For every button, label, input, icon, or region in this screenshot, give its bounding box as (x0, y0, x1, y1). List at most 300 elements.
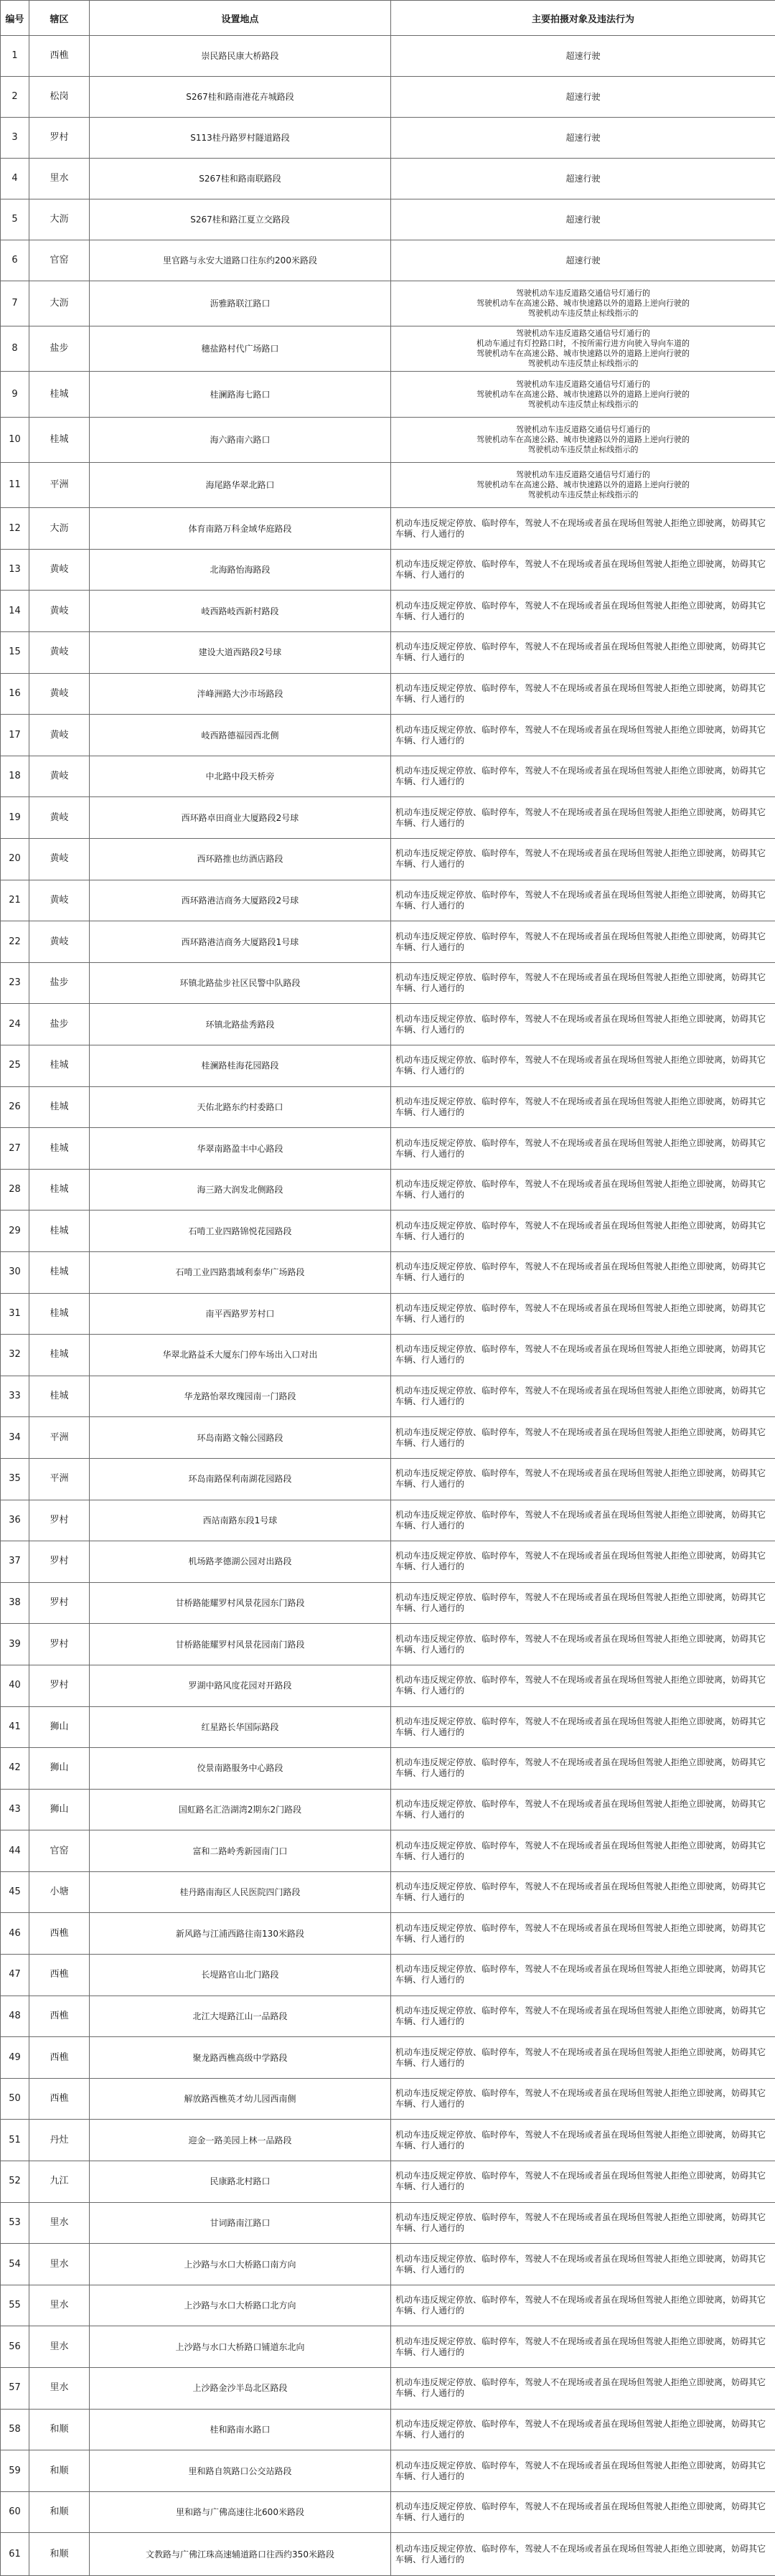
row-location-cell: 富和二路岭秀新园南门口 (90, 1830, 391, 1872)
table-row (1, 1335, 775, 1376)
table-row (1, 1251, 775, 1293)
row-location-cell: S267桂和路江夏立交路段 (90, 199, 391, 240)
row-location-cell: 聚龙路西樵高级中学路段 (90, 2037, 391, 2079)
row-district-cell: 和顺 (29, 2409, 90, 2450)
row-location-cell: 上沙路金沙半岛北区路段 (90, 2368, 391, 2410)
table-row (1, 1624, 775, 1665)
table-row (1, 632, 775, 674)
row-location-cell: 华翠北路益禾大厦东门停车场出入口对出 (90, 1335, 391, 1376)
row-location-cell: 天佑北路东约村委路口 (90, 1086, 391, 1128)
row-id-cell: 8 (1, 326, 29, 372)
row-location-cell: 桂澜路桂海花园路段 (90, 1045, 391, 1087)
row-id-cell: 44 (1, 1830, 29, 1872)
row-id-cell: 4 (1, 158, 29, 199)
row-district-cell: 丹灶 (29, 2120, 90, 2161)
row-district-cell: 官窑 (29, 240, 90, 281)
row-location-cell: 华龙路怡翠玫瑰园南一门路段 (90, 1376, 391, 1417)
row-district-cell: 西樵 (29, 2078, 90, 2120)
row-district-cell: 黄岐 (29, 673, 90, 715)
row-violation-cell: 机动车违反规定停放、临时停车，驾驶人不在现场或者虽在现场但驾驶人拒绝立即驶离，妨碍其它车辆、行人通行的 (391, 1748, 775, 1790)
row-id-cell: 52 (1, 2161, 29, 2203)
row-violation-cell: 机动车违反规定停放、临时停车，驾驶人不在现场或者虽在现场但驾驶人拒绝立即驶离，妨碍其它车辆、行人通行的 (391, 1128, 775, 1170)
header-violation: 主要拍摄对象及违法行为 (391, 1, 775, 36)
row-violation-cell: 机动车违反规定停放、临时停车，驾驶人不在现场或者虽在现场但驾驶人拒绝立即驶离，妨碍其它车辆、行人通行的 (391, 1830, 775, 1872)
row-id-cell: 12 (1, 508, 29, 550)
row-violation-cell: 机动车违反规定停放、临时停车，驾驶人不在现场或者虽在现场但驾驶人拒绝立即驶离，妨碍其它车辆、行人通行的 (391, 1955, 775, 1996)
header-district: 辖区 (29, 1, 90, 36)
row-violation-cell: 超速行驶 (391, 240, 775, 281)
row-violation-cell: 机动车违反规定停放、临时停车，驾驶人不在现场或者虽在现场但驾驶人拒绝立即驶离，妨碍其它车辆、行人通行的 (391, 921, 775, 963)
row-id-cell: 18 (1, 756, 29, 797)
row-id-cell: 23 (1, 962, 29, 1004)
row-violation-cell: 机动车违反规定停放、临时停车，驾驶人不在现场或者虽在现场但驾驶人拒绝立即驶离，妨碍其它车辆、行人通行的 (391, 632, 775, 674)
row-id-cell: 9 (1, 372, 29, 417)
row-district-cell: 罗村 (29, 1541, 90, 1583)
table-row (1, 1211, 775, 1252)
row-violation-cell: 机动车违反规定停放、临时停车，驾驶人不在现场或者虽在现场但驾驶人拒绝立即驶离，妨碍其它车辆、行人通行的 (391, 1211, 775, 1252)
row-id-cell: 27 (1, 1128, 29, 1170)
row-violation-cell: 机动车违反规定停放、临时停车，驾驶人不在现场或者虽在现场但驾驶人拒绝立即驶离，妨碍其它车辆、行人通行的 (391, 1789, 775, 1830)
row-violation-cell: 机动车违反规定停放、临时停车，驾驶人不在现场或者虽在现场但驾驶人拒绝立即驶离，妨碍其它车辆、行人通行的 (391, 1169, 775, 1211)
table-row (1, 549, 775, 591)
row-district-cell: 西樵 (29, 1913, 90, 1955)
row-id-cell: 32 (1, 1335, 29, 1376)
row-location-cell: 北江大堤路江山一品路段 (90, 1996, 391, 2037)
table-row (1, 1582, 775, 1624)
row-id-cell: 56 (1, 2326, 29, 2368)
row-violation-cell: 机动车违反规定停放、临时停车，驾驶人不在现场或者虽在现场但驾驶人拒绝立即驶离，妨碍其它车辆、行人通行的 (391, 2244, 775, 2285)
row-location-cell: 西环路卓田商业大厦路段2号球 (90, 797, 391, 839)
row-id-cell: 26 (1, 1086, 29, 1128)
row-id-cell: 16 (1, 673, 29, 715)
row-violation-cell: 机动车违反规定停放、临时停车，驾驶人不在现场或者虽在现场但驾驶人拒绝立即驶离，妨碍其它车辆、行人通行的 (391, 2409, 775, 2450)
row-id-cell: 20 (1, 839, 29, 880)
row-district-cell: 黄岐 (29, 756, 90, 797)
row-district-cell: 黄岐 (29, 549, 90, 591)
row-district-cell: 九江 (29, 2161, 90, 2203)
row-location-cell: S267桂和路南联路段 (90, 158, 391, 199)
table-row (1, 1871, 775, 1913)
row-location-cell: 沥雅路联江路口 (90, 281, 391, 326)
row-location-cell: 国虹路名汇浩湖湾2期东2门路段 (90, 1789, 391, 1830)
table-row (1, 372, 775, 417)
table-row (1, 281, 775, 326)
table-row (1, 1748, 775, 1790)
table-row (1, 158, 775, 199)
row-id-cell: 10 (1, 417, 29, 462)
row-district-cell: 里水 (29, 2285, 90, 2326)
row-location-cell: S267桂和路南港花卉城路段 (90, 76, 391, 117)
table-row (1, 1706, 775, 1748)
row-violation-cell: 机动车违反规定停放、临时停车，驾驶人不在现场或者虽在现场但驾驶人拒绝立即驶离，妨碍其它车辆、行人通行的 (391, 2078, 775, 2120)
row-district-cell: 桂城 (29, 1169, 90, 1211)
row-violation-cell: 驾驶机动车违反道路交通信号灯通行的 驾驶机动车在高速公路、城市快速路以外的道路上逆向行驶的 驾驶机动车违反禁止标线指示的 (391, 417, 775, 462)
row-location-cell: 甘桥路能耀罗村风景花园南门路段 (90, 1624, 391, 1665)
row-district-cell: 黄岐 (29, 880, 90, 921)
table-row (1, 326, 775, 372)
row-location-cell: 上沙路与水口大桥路口南方向 (90, 2244, 391, 2285)
row-district-cell: 黄岐 (29, 921, 90, 963)
row-id-cell: 38 (1, 1582, 29, 1624)
row-location-cell: 岐西路岐西新村路段 (90, 591, 391, 632)
row-district-cell: 大沥 (29, 281, 90, 326)
row-district-cell: 平洲 (29, 1458, 90, 1500)
table-row (1, 2285, 775, 2326)
row-id-cell: 48 (1, 1996, 29, 2037)
row-violation-cell: 超速行驶 (391, 76, 775, 117)
row-violation-cell: 机动车违反规定停放、临时停车，驾驶人不在现场或者虽在现场但驾驶人拒绝立即驶离，妨碍其它车辆、行人通行的 (391, 1624, 775, 1665)
table-row (1, 1086, 775, 1128)
table-row (1, 921, 775, 963)
row-district-cell: 小塘 (29, 1871, 90, 1913)
row-id-cell: 43 (1, 1789, 29, 1830)
table-row (1, 962, 775, 1004)
row-district-cell: 桂城 (29, 1293, 90, 1335)
row-location-cell: 桂丹路南海区人民医院四门路段 (90, 1871, 391, 1913)
row-location-cell: 里和路自筑路口公交站路段 (90, 2450, 391, 2492)
row-location-cell: 华翠南路盈丰中心路段 (90, 1128, 391, 1170)
row-district-cell: 盐步 (29, 962, 90, 1004)
row-location-cell: 上沙路与水口大桥路口铺道东北向 (90, 2326, 391, 2368)
row-violation-cell: 驾驶机动车违反道路交通信号灯通行的 驾驶机动车在高速公路、城市快速路以外的道路上逆向行驶的 驾驶机动车违反禁止标线指示的 (391, 463, 775, 508)
row-id-cell: 45 (1, 1871, 29, 1913)
table-row (1, 880, 775, 921)
row-location-cell: 环岛南路文翰公园路段 (90, 1417, 391, 1459)
table-row (1, 1665, 775, 1706)
row-id-cell: 31 (1, 1293, 29, 1335)
table-row (1, 1830, 775, 1872)
row-id-cell: 54 (1, 2244, 29, 2285)
row-id-cell: 21 (1, 880, 29, 921)
row-location-cell: 甘桥路能耀罗村风景花园东门路段 (90, 1582, 391, 1624)
row-id-cell: 3 (1, 117, 29, 158)
table-row (1, 1955, 775, 1996)
row-district-cell: 里水 (29, 158, 90, 199)
row-district-cell: 里水 (29, 2368, 90, 2410)
row-location-cell: 红星路长华国际路段 (90, 1706, 391, 1748)
row-location-cell: 建设大道西路段2号球 (90, 632, 391, 674)
row-violation-cell: 机动车违反规定停放、临时停车，驾驶人不在现场或者虽在现场但驾驶人拒绝立即驶离，妨碍其它车辆、行人通行的 (391, 1376, 775, 1417)
table-row (1, 2326, 775, 2368)
table-row (1, 240, 775, 281)
table-row (1, 1996, 775, 2037)
row-violation-cell: 机动车违反规定停放、临时停车，驾驶人不在现场或者虽在现场但驾驶人拒绝立即驶离，妨碍其它车辆、行人通行的 (391, 1251, 775, 1293)
row-district-cell: 黄岐 (29, 632, 90, 674)
row-location-cell: 泮峰洲路大沙市场路段 (90, 673, 391, 715)
row-id-cell: 1 (1, 36, 29, 77)
row-id-cell: 24 (1, 1004, 29, 1045)
header-id: 编号 (1, 1, 29, 36)
row-violation-cell: 驾驶机动车违反道路交通信号灯通行的 驾驶机动车在高速公路、城市快速路以外的道路上逆向行驶的 驾驶机动车违反禁止标线指示的 (391, 372, 775, 417)
row-district-cell: 里水 (29, 2244, 90, 2285)
row-id-cell: 30 (1, 1251, 29, 1293)
row-violation-cell: 驾驶机动车违反道路交通信号灯通行的 机动车通过有灯控路口时，不按所需行进方向驶入导向车道的 驾驶机动车在高速公路、城市快速路以外的道路上逆向行驶的 驾驶机动车违反禁止标线指示的 (391, 326, 775, 372)
row-location-cell: 海六路南六路口 (90, 417, 391, 462)
row-violation-cell: 机动车违反规定停放、临时停车，驾驶人不在现场或者虽在现场但驾驶人拒绝立即驶离，妨碍其它车辆、行人通行的 (391, 715, 775, 756)
row-district-cell: 狮山 (29, 1789, 90, 1830)
row-violation-cell: 机动车违反规定停放、临时停车，驾驶人不在现场或者虽在现场但驾驶人拒绝立即驶离，妨碍其它车辆、行人通行的 (391, 2368, 775, 2410)
row-district-cell: 西樵 (29, 2037, 90, 2079)
row-id-cell: 39 (1, 1624, 29, 1665)
row-location-cell: 南平西路罗芳村口 (90, 1293, 391, 1335)
row-district-cell: 松岗 (29, 76, 90, 117)
row-district-cell: 狮山 (29, 1748, 90, 1790)
table-row (1, 673, 775, 715)
table-row (1, 508, 775, 550)
row-location-cell: 佼景南路服务中心路段 (90, 1748, 391, 1790)
row-district-cell: 盐步 (29, 1004, 90, 1045)
row-violation-cell: 机动车违反规定停放、临时停车，驾驶人不在现场或者虽在现场但驾驶人拒绝立即驶离，妨碍其它车辆、行人通行的 (391, 839, 775, 880)
row-district-cell: 罗村 (29, 1582, 90, 1624)
table-row (1, 591, 775, 632)
row-district-cell: 桂城 (29, 1086, 90, 1128)
row-id-cell: 25 (1, 1045, 29, 1087)
row-id-cell: 7 (1, 281, 29, 326)
row-violation-cell: 机动车违反规定停放、临时停车，驾驶人不在现场或者虽在现场但驾驶人拒绝立即驶离，妨碍其它车辆、行人通行的 (391, 2326, 775, 2368)
header-location: 设置地点 (90, 1, 391, 36)
row-location-cell: 西环路推也纺酒店路段 (90, 839, 391, 880)
row-violation-cell: 机动车违反规定停放、临时停车，驾驶人不在现场或者虽在现场但驾驶人拒绝立即驶离，妨碍其它车辆、行人通行的 (391, 2450, 775, 2492)
row-location-cell: 中北路中段天桥旁 (90, 756, 391, 797)
table-row (1, 417, 775, 462)
table-row (1, 1458, 775, 1500)
row-id-cell: 50 (1, 2078, 29, 2120)
table-row (1, 715, 775, 756)
row-location-cell: 石啃工业四路锦悦花园路段 (90, 1211, 391, 1252)
row-id-cell: 15 (1, 632, 29, 674)
row-district-cell: 大沥 (29, 199, 90, 240)
row-district-cell: 大沥 (29, 508, 90, 550)
row-location-cell: 迎金一路美园上林一品路段 (90, 2120, 391, 2161)
table-body (1, 36, 775, 2576)
row-id-cell: 49 (1, 2037, 29, 2079)
row-id-cell: 5 (1, 199, 29, 240)
row-district-cell: 西樵 (29, 1955, 90, 1996)
row-district-cell: 和顺 (29, 2450, 90, 2492)
row-id-cell: 60 (1, 2491, 29, 2533)
table-row (1, 2368, 775, 2410)
table-row (1, 199, 775, 240)
row-violation-cell: 超速行驶 (391, 36, 775, 77)
row-location-cell: S113桂丹路罗村隧道路段 (90, 117, 391, 158)
row-id-cell: 22 (1, 921, 29, 963)
row-location-cell: 长堤路官山北门路段 (90, 1955, 391, 1996)
row-district-cell: 官窑 (29, 1830, 90, 1872)
table-row (1, 1169, 775, 1211)
row-violation-cell: 机动车违反规定停放、临时停车，驾驶人不在现场或者虽在现场但驾驶人拒绝立即驶离，妨碍其它车辆、行人通行的 (391, 2161, 775, 2203)
row-district-cell: 桂城 (29, 1251, 90, 1293)
row-id-cell: 40 (1, 1665, 29, 1706)
row-location-cell: 民康路北村路口 (90, 2161, 391, 2203)
row-id-cell: 58 (1, 2409, 29, 2450)
row-id-cell: 36 (1, 1500, 29, 1541)
row-location-cell: 环镇北路盐步社区民警中队路段 (90, 962, 391, 1004)
row-violation-cell: 机动车违反规定停放、临时停车，驾驶人不在现场或者虽在现场但驾驶人拒绝立即驶离，妨碍其它车辆、行人通行的 (391, 2533, 775, 2576)
row-location-cell: 西站南路东段1号球 (90, 1500, 391, 1541)
row-district-cell: 桂城 (29, 417, 90, 462)
row-violation-cell: 超速行驶 (391, 158, 775, 199)
row-id-cell: 46 (1, 1913, 29, 1955)
table-row (1, 2244, 775, 2285)
row-id-cell: 55 (1, 2285, 29, 2326)
row-district-cell: 里水 (29, 2202, 90, 2244)
row-location-cell: 解放路西樵英才幼儿园西南侧 (90, 2078, 391, 2120)
table-row (1, 2450, 775, 2492)
row-district-cell: 黄岐 (29, 839, 90, 880)
table-row (1, 2078, 775, 2120)
row-violation-cell: 机动车违反规定停放、临时停车，驾驶人不在现场或者虽在现场但驾驶人拒绝立即驶离，妨碍其它车辆、行人通行的 (391, 673, 775, 715)
row-violation-cell: 机动车违反规定停放、临时停车，驾驶人不在现场或者虽在现场但驾驶人拒绝立即驶离，妨碍其它车辆、行人通行的 (391, 1996, 775, 2037)
table-row (1, 2409, 775, 2450)
table-row (1, 1913, 775, 1955)
row-violation-cell: 机动车违反规定停放、临时停车，驾驶人不在现场或者虽在现场但驾驶人拒绝立即驶离，妨碍其它车辆、行人通行的 (391, 962, 775, 1004)
row-id-cell: 11 (1, 463, 29, 508)
row-violation-cell: 机动车违反规定停放、临时停车，驾驶人不在现场或者虽在现场但驾驶人拒绝立即驶离，妨碍其它车辆、行人通行的 (391, 880, 775, 921)
table-row (1, 1376, 775, 1417)
table-row (1, 1541, 775, 1583)
row-violation-cell: 机动车违反规定停放、临时停车，驾驶人不在现场或者虽在现场但驾驶人拒绝立即驶离，妨碍其它车辆、行人通行的 (391, 508, 775, 550)
table-row (1, 839, 775, 880)
table-row (1, 2202, 775, 2244)
row-location-cell: 文教路与广佛江珠高速辅道路口往西约350米路段 (90, 2533, 391, 2576)
row-location-cell: 岐西路德福园西北侧 (90, 715, 391, 756)
row-location-cell: 石啃工业四路翡域利泰华广场路段 (90, 1251, 391, 1293)
row-violation-cell: 机动车违反规定停放、临时停车，驾驶人不在现场或者虽在现场但驾驶人拒绝立即驶离，妨碍其它车辆、行人通行的 (391, 1871, 775, 1913)
row-violation-cell: 机动车违反规定停放、临时停车，驾驶人不在现场或者虽在现场但驾驶人拒绝立即驶离，妨碍其它车辆、行人通行的 (391, 549, 775, 591)
row-location-cell: 海尾路华翠北路口 (90, 463, 391, 508)
row-district-cell: 里水 (29, 2326, 90, 2368)
row-id-cell: 41 (1, 1706, 29, 1748)
row-district-cell: 桂城 (29, 1335, 90, 1376)
row-violation-cell: 机动车违反规定停放、临时停车，驾驶人不在现场或者虽在现场但驾驶人拒绝立即驶离，妨碍其它车辆、行人通行的 (391, 797, 775, 839)
row-location-cell: 里官路与永安大道路口往东约200米路段 (90, 240, 391, 281)
row-violation-cell: 机动车违反规定停放、临时停车，驾驶人不在现场或者虽在现场但驾驶人拒绝立即驶离，妨碍其它车辆、行人通行的 (391, 1293, 775, 1335)
row-district-cell: 罗村 (29, 117, 90, 158)
row-violation-cell: 机动车违反规定停放、临时停车，驾驶人不在现场或者虽在现场但驾驶人拒绝立即驶离，妨碍其它车辆、行人通行的 (391, 1417, 775, 1459)
table-row (1, 76, 775, 117)
row-district-cell: 狮山 (29, 1706, 90, 1748)
row-id-cell: 13 (1, 549, 29, 591)
row-district-cell: 西樵 (29, 1996, 90, 2037)
row-id-cell: 57 (1, 2368, 29, 2410)
row-violation-cell: 机动车违反规定停放、临时停车，驾驶人不在现场或者虽在现场但驾驶人拒绝立即驶离，妨碍其它车辆、行人通行的 (391, 2491, 775, 2533)
row-violation-cell: 机动车违反规定停放、临时停车，驾驶人不在现场或者虽在现场但驾驶人拒绝立即驶离，妨碍其它车辆、行人通行的 (391, 2037, 775, 2079)
row-location-cell: 上沙路与水口大桥路口北方向 (90, 2285, 391, 2326)
row-district-cell: 盐步 (29, 326, 90, 372)
row-location-cell: 里和路与广佛高速往北600米路段 (90, 2491, 391, 2533)
row-district-cell: 西樵 (29, 36, 90, 77)
row-district-cell: 平洲 (29, 463, 90, 508)
table-row (1, 36, 775, 77)
row-id-cell: 14 (1, 591, 29, 632)
table-row (1, 1500, 775, 1541)
table-row (1, 1045, 775, 1087)
table-row (1, 1128, 775, 1170)
table-row (1, 2120, 775, 2161)
row-id-cell: 28 (1, 1169, 29, 1211)
row-location-cell: 环岛南路保利南湖花园路段 (90, 1458, 391, 1500)
row-violation-cell: 机动车违反规定停放、临时停车，驾驶人不在现场或者虽在现场但驾驶人拒绝立即驶离，妨碍其它车辆、行人通行的 (391, 1582, 775, 1624)
row-location-cell: 体育南路万科金域华庭路段 (90, 508, 391, 550)
row-violation-cell: 机动车违反规定停放、临时停车，驾驶人不在现场或者虽在现场但驾驶人拒绝立即驶离，妨碍其它车辆、行人通行的 (391, 2285, 775, 2326)
row-location-cell: 罗湖中路风度花园对开路段 (90, 1665, 391, 1706)
row-id-cell: 2 (1, 76, 29, 117)
row-id-cell: 47 (1, 1955, 29, 1996)
table-row (1, 2533, 775, 2576)
table-row (1, 117, 775, 158)
table-row (1, 2037, 775, 2079)
row-violation-cell: 驾驶机动车违反道路交通信号灯通行的 驾驶机动车在高速公路、城市快速路以外的道路上逆向行驶的 驾驶机动车违反禁止标线指示的 (391, 281, 775, 326)
row-violation-cell: 机动车违反规定停放、临时停车，驾驶人不在现场或者虽在现场但驾驶人拒绝立即驶离，妨碍其它车辆、行人通行的 (391, 1004, 775, 1045)
row-district-cell: 黄岐 (29, 797, 90, 839)
row-district-cell: 和顺 (29, 2491, 90, 2533)
row-location-cell: 环镇北路盐秀路段 (90, 1004, 391, 1045)
row-violation-cell: 机动车违反规定停放、临时停车，驾驶人不在现场或者虽在现场但驾驶人拒绝立即驶离，妨碍其它车辆、行人通行的 (391, 1045, 775, 1087)
row-district-cell: 罗村 (29, 1624, 90, 1665)
table-row (1, 1789, 775, 1830)
row-violation-cell: 机动车违反规定停放、临时停车，驾驶人不在现场或者虽在现场但驾驶人拒绝立即驶离，妨碍其它车辆、行人通行的 (391, 1665, 775, 1706)
row-district-cell: 罗村 (29, 1500, 90, 1541)
table-row (1, 1293, 775, 1335)
row-location-cell: 桂澜路海七路口 (90, 372, 391, 417)
table-row (1, 1004, 775, 1045)
row-id-cell: 17 (1, 715, 29, 756)
row-id-cell: 51 (1, 2120, 29, 2161)
row-violation-cell: 机动车违反规定停放、临时停车，驾驶人不在现场或者虽在现场但驾驶人拒绝立即驶离，妨碍其它车辆、行人通行的 (391, 1086, 775, 1128)
table-row (1, 1417, 775, 1459)
row-location-cell: 穗盐路村代广场路口 (90, 326, 391, 372)
table-row (1, 2161, 775, 2203)
row-district-cell: 黄岐 (29, 591, 90, 632)
row-violation-cell: 机动车违反规定停放、临时停车，驾驶人不在现场或者虽在现场但驾驶人拒绝立即驶离，妨碍其它车辆、行人通行的 (391, 756, 775, 797)
row-violation-cell: 机动车违反规定停放、临时停车，驾驶人不在现场或者虽在现场但驾驶人拒绝立即驶离，妨碍其它车辆、行人通行的 (391, 1913, 775, 1955)
row-location-cell: 崇民路民康大桥路段 (90, 36, 391, 77)
row-location-cell: 甘词路南江路口 (90, 2202, 391, 2244)
row-id-cell: 53 (1, 2202, 29, 2244)
row-district-cell: 和顺 (29, 2533, 90, 2576)
row-id-cell: 33 (1, 1376, 29, 1417)
row-district-cell: 桂城 (29, 1045, 90, 1087)
table-row (1, 2491, 775, 2533)
row-violation-cell: 机动车违反规定停放、临时停车，驾驶人不在现场或者虽在现场但驾驶人拒绝立即驶离，妨碍其它车辆、行人通行的 (391, 2120, 775, 2161)
table-row (1, 756, 775, 797)
row-district-cell: 罗村 (29, 1665, 90, 1706)
row-id-cell: 6 (1, 240, 29, 281)
row-district-cell: 桂城 (29, 1376, 90, 1417)
row-id-cell: 29 (1, 1211, 29, 1252)
row-district-cell: 桂城 (29, 1128, 90, 1170)
row-id-cell: 19 (1, 797, 29, 839)
row-location-cell: 机场路孝德湖公园对出路段 (90, 1541, 391, 1583)
row-location-cell: 北海路怡海路段 (90, 549, 391, 591)
table-header-row (1, 1, 775, 36)
row-id-cell: 61 (1, 2533, 29, 2576)
table-row (1, 797, 775, 839)
row-id-cell: 37 (1, 1541, 29, 1583)
row-violation-cell: 机动车违反规定停放、临时停车，驾驶人不在现场或者虽在现场但驾驶人拒绝立即驶离，妨碍其它车辆、行人通行的 (391, 1541, 775, 1583)
row-location-cell: 西环路港洁商务大厦路段1号球 (90, 921, 391, 963)
row-district-cell: 桂城 (29, 1211, 90, 1252)
table-row (1, 463, 775, 508)
row-violation-cell: 超速行驶 (391, 199, 775, 240)
row-id-cell: 34 (1, 1417, 29, 1459)
row-id-cell: 35 (1, 1458, 29, 1500)
row-location-cell: 新风路与江浦西路往南130米路段 (90, 1913, 391, 1955)
row-violation-cell: 机动车违反规定停放、临时停车，驾驶人不在现场或者虽在现场但驾驶人拒绝立即驶离，妨碍其它车辆、行人通行的 (391, 1500, 775, 1541)
row-district-cell: 桂城 (29, 372, 90, 417)
row-violation-cell: 机动车违反规定停放、临时停车，驾驶人不在现场或者虽在现场但驾驶人拒绝立即驶离，妨碍其它车辆、行人通行的 (391, 2202, 775, 2244)
row-district-cell: 黄岐 (29, 715, 90, 756)
